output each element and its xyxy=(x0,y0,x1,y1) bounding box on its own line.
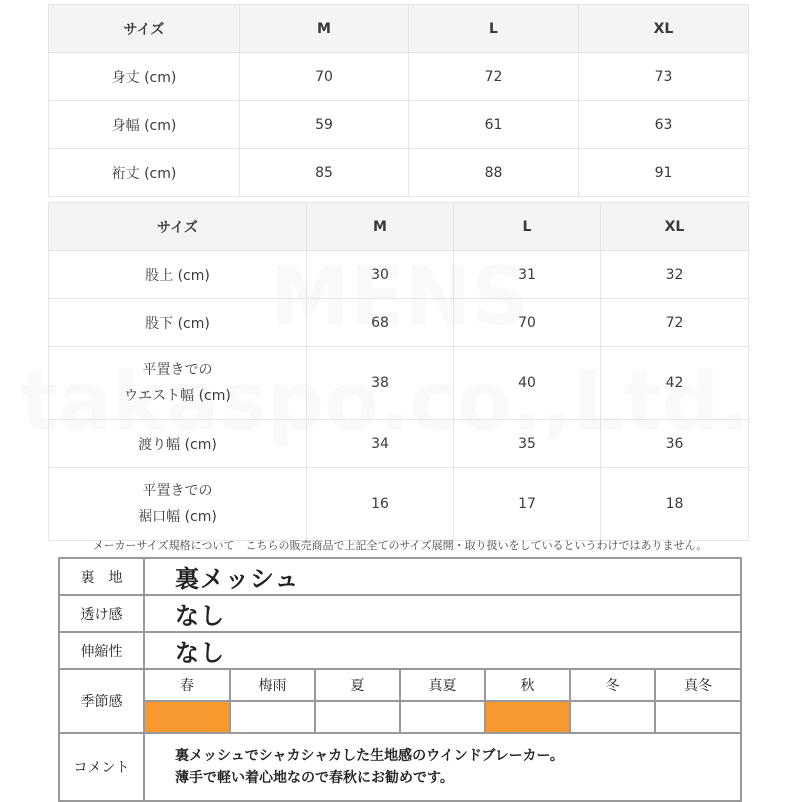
row-label: 裄丈 (cm) xyxy=(49,149,240,197)
season-name: 冬 xyxy=(570,670,655,701)
lining-value: 裏メッシュ xyxy=(144,558,741,595)
season-mark xyxy=(570,701,655,732)
row-label: 平置きでの 裾口幅 (cm) xyxy=(49,468,307,541)
cell: 31 xyxy=(454,251,601,299)
header-cell: L xyxy=(454,203,601,251)
cell: 36 xyxy=(601,420,749,468)
cell: 16 xyxy=(307,468,454,541)
season-label: 季節感 xyxy=(59,669,144,733)
cell: 68 xyxy=(307,299,454,347)
row-label: 平置きでの ウエスト幅 (cm) xyxy=(49,347,307,420)
table-row xyxy=(49,149,749,197)
stretch-label: 伸縮性 xyxy=(59,632,144,669)
row-label: 股上 (cm) xyxy=(49,251,307,299)
season-mark xyxy=(315,701,400,732)
header-cell: L xyxy=(409,5,579,53)
cell: 38 xyxy=(307,347,454,420)
comment-line: 薄手で軽い着心地なので春秋にお勧めです。 xyxy=(175,770,454,786)
table-header xyxy=(49,203,749,251)
table-row xyxy=(49,53,749,101)
cell: 73 xyxy=(579,53,749,101)
season-name: 秋 xyxy=(485,670,570,701)
sheer-label: 透け感 xyxy=(59,595,144,632)
row-label: 渡り幅 (cm) xyxy=(49,420,307,468)
season-name: 真冬 xyxy=(655,670,740,701)
season-mark xyxy=(145,701,230,732)
cell: 17 xyxy=(454,468,601,541)
cell: 72 xyxy=(409,53,579,101)
season-name: 春 xyxy=(145,670,230,701)
season-grid xyxy=(144,669,741,733)
top-size-table xyxy=(48,4,749,197)
header-cell: XL xyxy=(601,203,749,251)
row-label: 身丈 (cm) xyxy=(49,53,240,101)
lining-label: 裏 地 xyxy=(59,558,144,595)
cell: 70 xyxy=(454,299,601,347)
header-cell: XL xyxy=(579,5,749,53)
table-header xyxy=(49,5,749,53)
sheer-value: なし xyxy=(144,595,741,632)
header-cell: サイズ xyxy=(49,203,307,251)
cell: 72 xyxy=(601,299,749,347)
comment-label: コメント xyxy=(59,733,144,801)
comment-line: 裏メッシュでシャカシャカした生地感のウインドブレーカー。 xyxy=(175,748,564,764)
cell: 32 xyxy=(601,251,749,299)
header-cell: M xyxy=(240,5,409,53)
stretch-value: なし xyxy=(144,632,741,669)
season-name: 夏 xyxy=(315,670,400,701)
season-name: 真夏 xyxy=(400,670,485,701)
season-mark xyxy=(230,701,315,732)
season-mark xyxy=(485,701,570,732)
table-row xyxy=(49,299,749,347)
season-name: 梅雨 xyxy=(230,670,315,701)
cell: 85 xyxy=(240,149,409,197)
header-cell: サイズ xyxy=(49,5,240,53)
cell: 30 xyxy=(307,251,454,299)
table-row xyxy=(49,420,749,468)
table-row xyxy=(49,101,749,149)
cell: 42 xyxy=(601,347,749,420)
row-label: 身幅 (cm) xyxy=(49,101,240,149)
cell: 88 xyxy=(409,149,579,197)
size-note: メーカーサイズ規格について こちらの販売商品で上記全てのサイズ展開・取り扱いをしているというわけではありません。 xyxy=(92,539,708,552)
table-row xyxy=(49,347,749,420)
cell: 40 xyxy=(454,347,601,420)
cell: 59 xyxy=(240,101,409,149)
bottom-size-table xyxy=(48,202,749,541)
header-cell: M xyxy=(307,203,454,251)
table-row xyxy=(49,251,749,299)
spec-table xyxy=(58,557,742,802)
cell: 63 xyxy=(579,101,749,149)
cell: 35 xyxy=(454,420,601,468)
table-row xyxy=(49,468,749,541)
comment-text xyxy=(144,733,741,801)
season-mark xyxy=(655,701,740,732)
row-label: 股下 (cm) xyxy=(49,299,307,347)
cell: 70 xyxy=(240,53,409,101)
cell: 61 xyxy=(409,101,579,149)
cell: 91 xyxy=(579,149,749,197)
season-mark xyxy=(400,701,485,732)
cell: 18 xyxy=(601,468,749,541)
cell: 34 xyxy=(307,420,454,468)
